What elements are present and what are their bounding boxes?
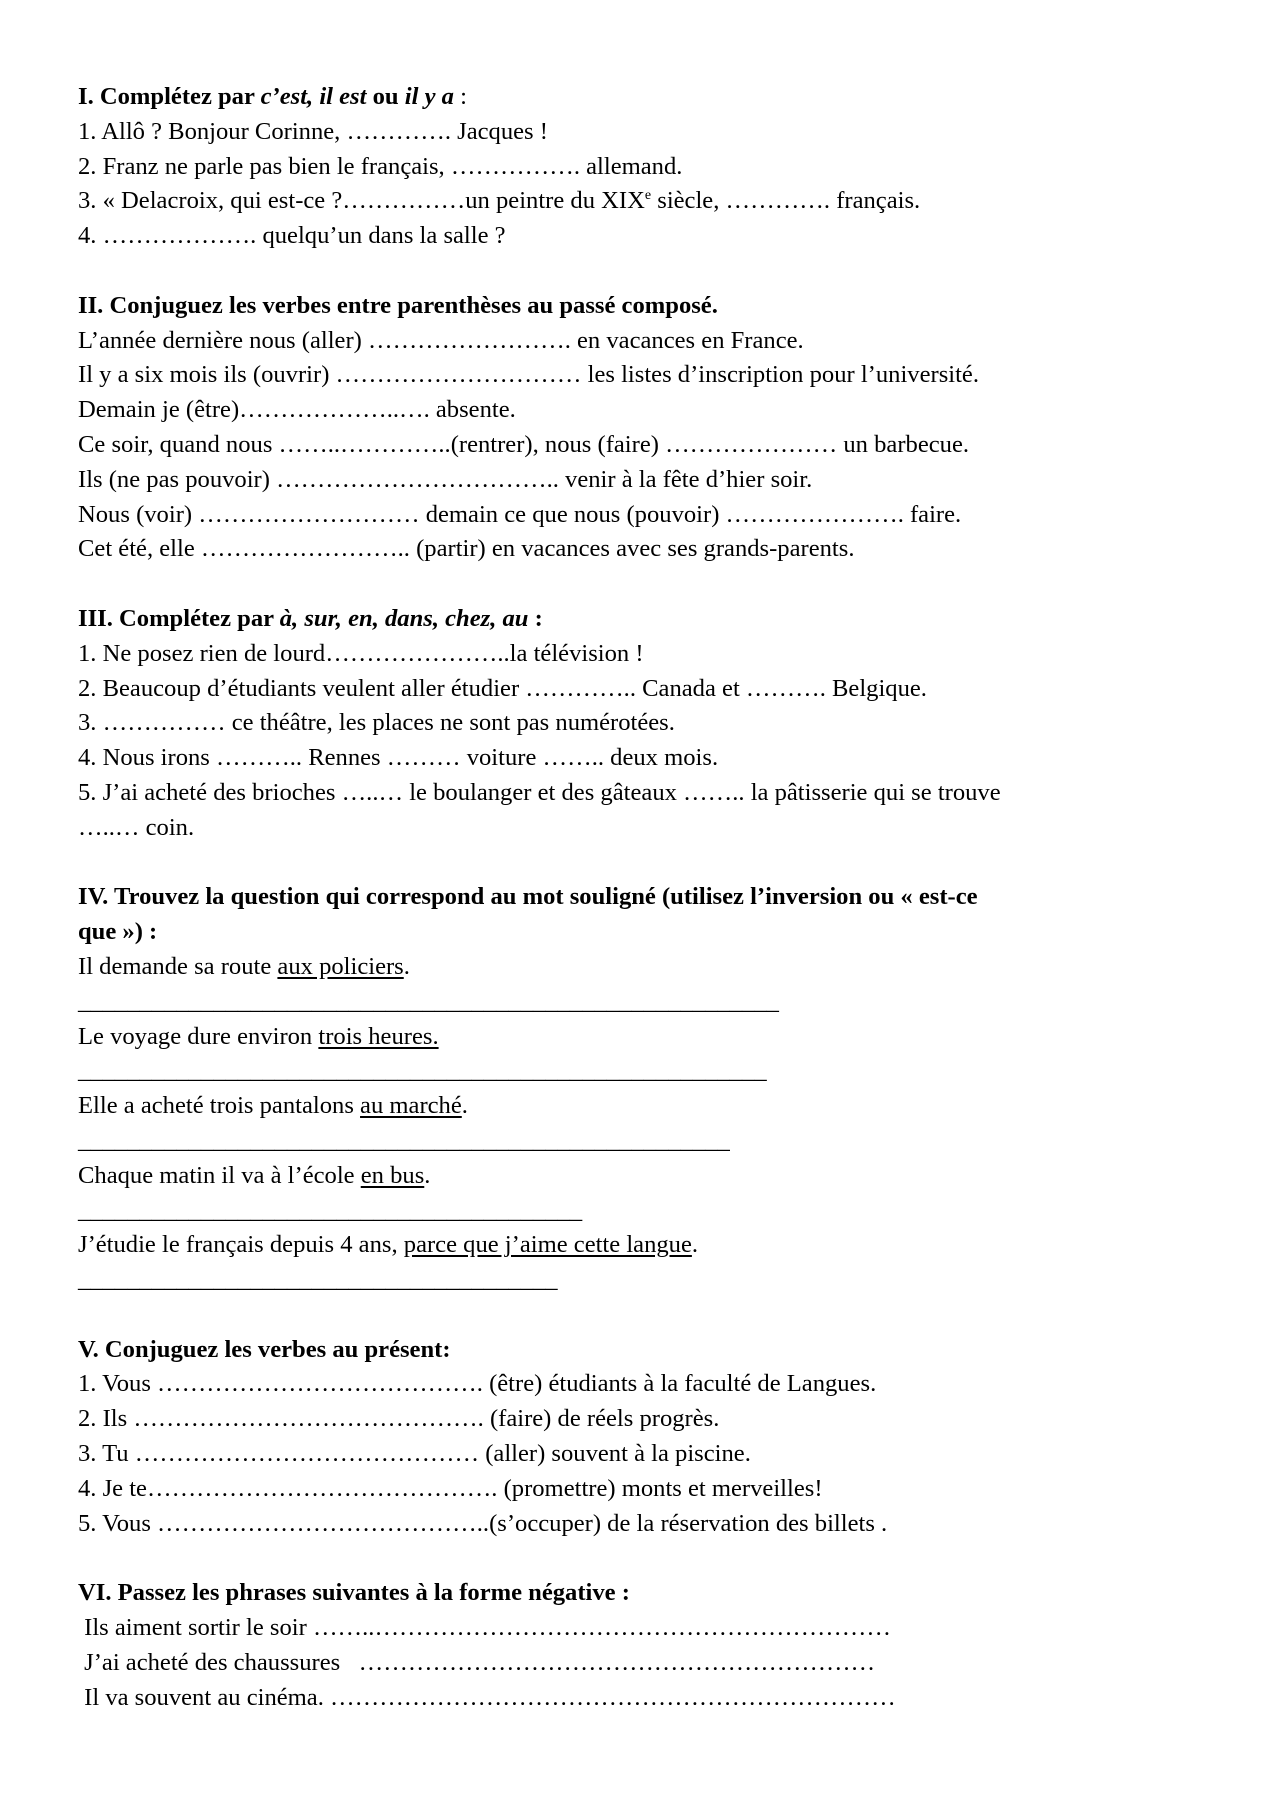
section-3-heading: III. Complétez par à, sur, en, dans, chez, au : bbox=[78, 604, 543, 632]
underlined-word: aux policiers bbox=[277, 952, 404, 980]
sentence: Il demande sa route aux policiers. bbox=[78, 952, 410, 980]
exercise-line: L’année dernière nous (aller) ……………………. en vacances en France. bbox=[78, 326, 804, 354]
section-3 bbox=[78, 602, 1228, 846]
section-6 bbox=[78, 1576, 1228, 1715]
exercise-line: 4. ………………. quelqu’un dans la salle ? bbox=[78, 222, 506, 250]
exercise-line: 2. Franz ne parle pas bien le français, ……………. allemand. bbox=[78, 152, 683, 180]
exercise-line: Cet été, elle …………………….. (partir) en vacances avec ses grands-parents. bbox=[78, 535, 855, 563]
sentence: Chaque matin il va à l’école en bus. bbox=[78, 1161, 431, 1189]
answer-line[interactable]: _________________________________________________________ bbox=[78, 987, 779, 1015]
exercise-line: 2. Beaucoup d’étudiants veulent aller étudier ………….. Canada et ………. Belgique. bbox=[78, 674, 927, 702]
exercise-line: 3. Tu …………………………………… (aller) souvent à la piscine. bbox=[78, 1440, 751, 1468]
exercise-line: 3. …………… ce théâtre, les places ne sont pas numérotées. bbox=[78, 709, 675, 737]
exercise-line: 4. Nous irons ……….. Rennes ……… voiture …….. deux mois. bbox=[78, 744, 719, 772]
exercise-line: Nous (voir) ……………………… demain ce que nous (pouvoir) …………………. faire. bbox=[78, 500, 962, 528]
section-6-heading: VI. Passez les phrases suivantes à la forme négative : bbox=[78, 1579, 630, 1607]
exercise-line: 4. Je te……………………………………. (promettre) monts et merveilles! bbox=[78, 1474, 823, 1502]
answer-line[interactable]: _______________________________________ bbox=[78, 1266, 558, 1294]
exercise-line: Ils (ne pas pouvoir) …………………………….. venir à la fête d’hier soir. bbox=[78, 465, 813, 493]
exercise-line: Ils aiment sortir le soir ……..……………………………………………………… bbox=[78, 1614, 891, 1642]
exercise-line: 1. Ne posez rien de lourd…………………..la télévision ! bbox=[78, 639, 644, 667]
answer-line[interactable]: ________________________________________________________ bbox=[78, 1057, 767, 1085]
section-1-heading: I. Complétez par c’est, il est ou il y a : bbox=[78, 83, 467, 110]
exercise-line: 5. Vous …………………………………..(s’occuper) de la réservation des billets . bbox=[78, 1509, 888, 1537]
underlined-word: au marché bbox=[360, 1092, 462, 1120]
section-2 bbox=[78, 289, 1228, 567]
section-1 bbox=[78, 80, 1228, 254]
sentence: J’étudie le français depuis 4 ans, parce que j’aime cette langue. bbox=[78, 1231, 699, 1259]
exercise-line: Ce soir, quand nous ……..…………..(rentrer), nous (faire) ………………… un barbecue. bbox=[78, 430, 970, 458]
exercise-line: 5. J’ai acheté des brioches …..… le boulanger et des gâteaux …….. la pâtisserie qui se trouve bbox=[78, 778, 1001, 806]
underlined-word: trois heures. bbox=[318, 1022, 439, 1050]
exercise-line: …..… coin. bbox=[78, 813, 195, 841]
section-4-heading-cont: que ») : bbox=[78, 918, 158, 946]
worksheet bbox=[78, 80, 1228, 1715]
exercise-line: J’ai acheté des chaussures ……………………………………………………… bbox=[78, 1648, 876, 1676]
exercise-line: Demain je (être)………………..…. absente. bbox=[78, 396, 516, 424]
sentence: Elle a acheté trois pantalons au marché. bbox=[78, 1092, 468, 1120]
exercise-line: Il va souvent au cinéma. …………………………………………………………… bbox=[78, 1683, 896, 1711]
section-4 bbox=[78, 880, 1228, 1298]
section-2-heading: II. Conjuguez les verbes entre parenthèses au passé composé. bbox=[78, 291, 718, 319]
exercise-line: Il y a six mois ils (ouvrir) ………………………… les listes d’inscription pour l’université. bbox=[78, 361, 979, 389]
section-4-heading: IV. Trouvez la question qui correspond au mot souligné (utilisez l’inversion ou « est-ce bbox=[78, 883, 978, 911]
exercise-line: 3. « Delacroix, qui est-ce ?……………un peintre du XIXe siècle, …………. français. bbox=[78, 187, 921, 215]
answer-line[interactable]: _________________________________________ bbox=[78, 1196, 583, 1224]
exercise-line: 1. Allô ? Bonjour Corinne, …………. Jacques ! bbox=[78, 117, 548, 145]
underlined-word: en bus bbox=[360, 1161, 425, 1189]
sentence: Le voyage dure environ trois heures. bbox=[78, 1022, 439, 1050]
section-5-heading: V. Conjuguez les verbes au présent: bbox=[78, 1335, 451, 1363]
section-5 bbox=[78, 1333, 1228, 1542]
exercise-line: 2. Ils ……………………………………. (faire) de réels progrès. bbox=[78, 1405, 720, 1433]
exercise-line: 1. Vous …………………………………. (être) étudiants à la faculté de Langues. bbox=[78, 1370, 877, 1398]
answer-line[interactable]: _____________________________________________________ bbox=[78, 1126, 730, 1154]
underlined-word: parce que j’aime cette langue bbox=[403, 1231, 692, 1259]
